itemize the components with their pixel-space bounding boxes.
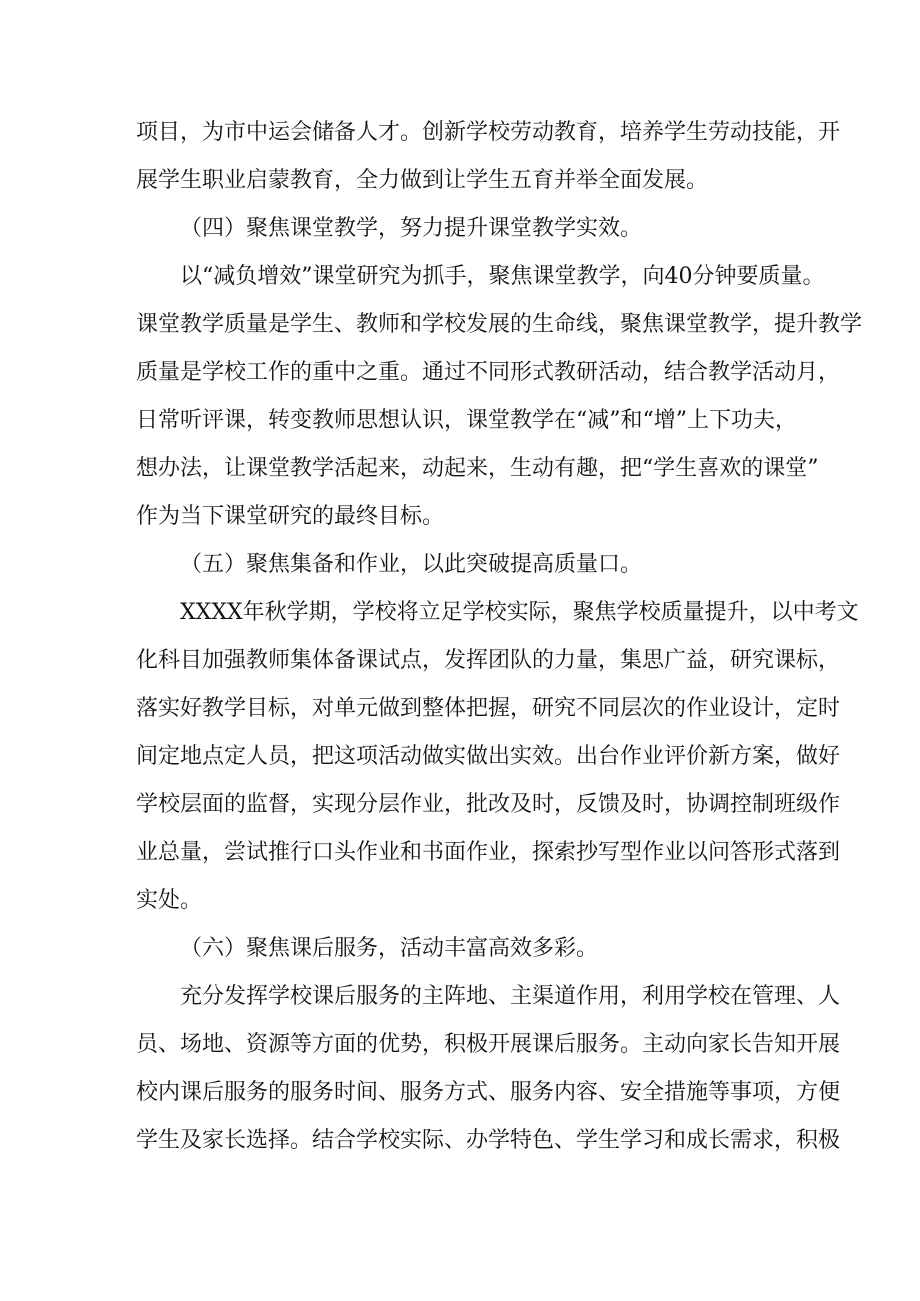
text-line: 想办法，让课堂教学活起来，动起来，生动有趣，把“学生喜欢的课堂” bbox=[136, 456, 819, 481]
text-line: 化科目加强教师集体备课试点，发挥团队的力量，集思广益，研究课标， bbox=[136, 648, 841, 673]
text-line: 员、场地、资源等方面的优势，积极开展课后服务。主动向家长告知开展 bbox=[136, 1032, 841, 1057]
text-line: XXXX年秋学期，学校将立足学校实际，聚焦学校质量提升，以中考文 bbox=[180, 600, 859, 625]
text-line: 质量是学校工作的重中之重。通过不同形式教研活动，结合教学活动月， bbox=[136, 360, 841, 385]
text-line: 业总量，尝试推行口头作业和书面作业，探索抄写型作业以问答形式落到 bbox=[136, 840, 841, 865]
text-line: 实处。 bbox=[136, 888, 203, 913]
text-line: 日常听评课，转变教师思想认识，课堂教学在“减”和“增”上下功夫， bbox=[136, 408, 797, 433]
section-heading: （五）聚焦集备和作业，以此突破提高质量口。 bbox=[180, 552, 643, 577]
text-line: 课堂教学质量是学生、教师和学校发展的生命线，聚焦课堂教学，提升教学 bbox=[136, 312, 863, 337]
text-line: 充分发挥学校课后服务的主阵地、主渠道作用，利用学校在管理、人 bbox=[180, 984, 841, 1009]
text-line: 间定地点定人员，把这项活动做实做出实效。出台作业评价新方案，做好 bbox=[136, 744, 841, 769]
text-line: 学生及家长选择。结合学校实际、办学特色、学生学习和成长需求，积极 bbox=[136, 1128, 841, 1153]
section-heading: （四）聚焦课堂教学，努力提升课堂教学实效。 bbox=[180, 216, 643, 241]
text-line: 作为当下课堂研究的最终目标。 bbox=[136, 504, 445, 529]
text-line: 学校层面的监督，实现分层作业，批改及时，反馈及时，协调控制班级作 bbox=[136, 792, 841, 817]
text-line: 项目，为市中运会储备人才。创新学校劳动教育，培养学生劳动技能，开 bbox=[136, 120, 841, 145]
text-line: 以“减负增效”课堂研究为抓手，聚焦课堂教学，向40分钟要质量。 bbox=[180, 264, 825, 289]
section-heading: （六）聚焦课后服务，活动丰富高效多彩。 bbox=[180, 936, 599, 961]
text-line: 落实好教学目标，对单元做到整体把握，研究不同层次的作业设计，定时 bbox=[136, 696, 841, 721]
text-line: 校内课后服务的服务时间、服务方式、服务内容、安全措施等事项，方便 bbox=[136, 1080, 841, 1105]
text-line: 展学生职业启蒙教育，全力做到让学生五育并举全面发展。 bbox=[136, 168, 709, 193]
